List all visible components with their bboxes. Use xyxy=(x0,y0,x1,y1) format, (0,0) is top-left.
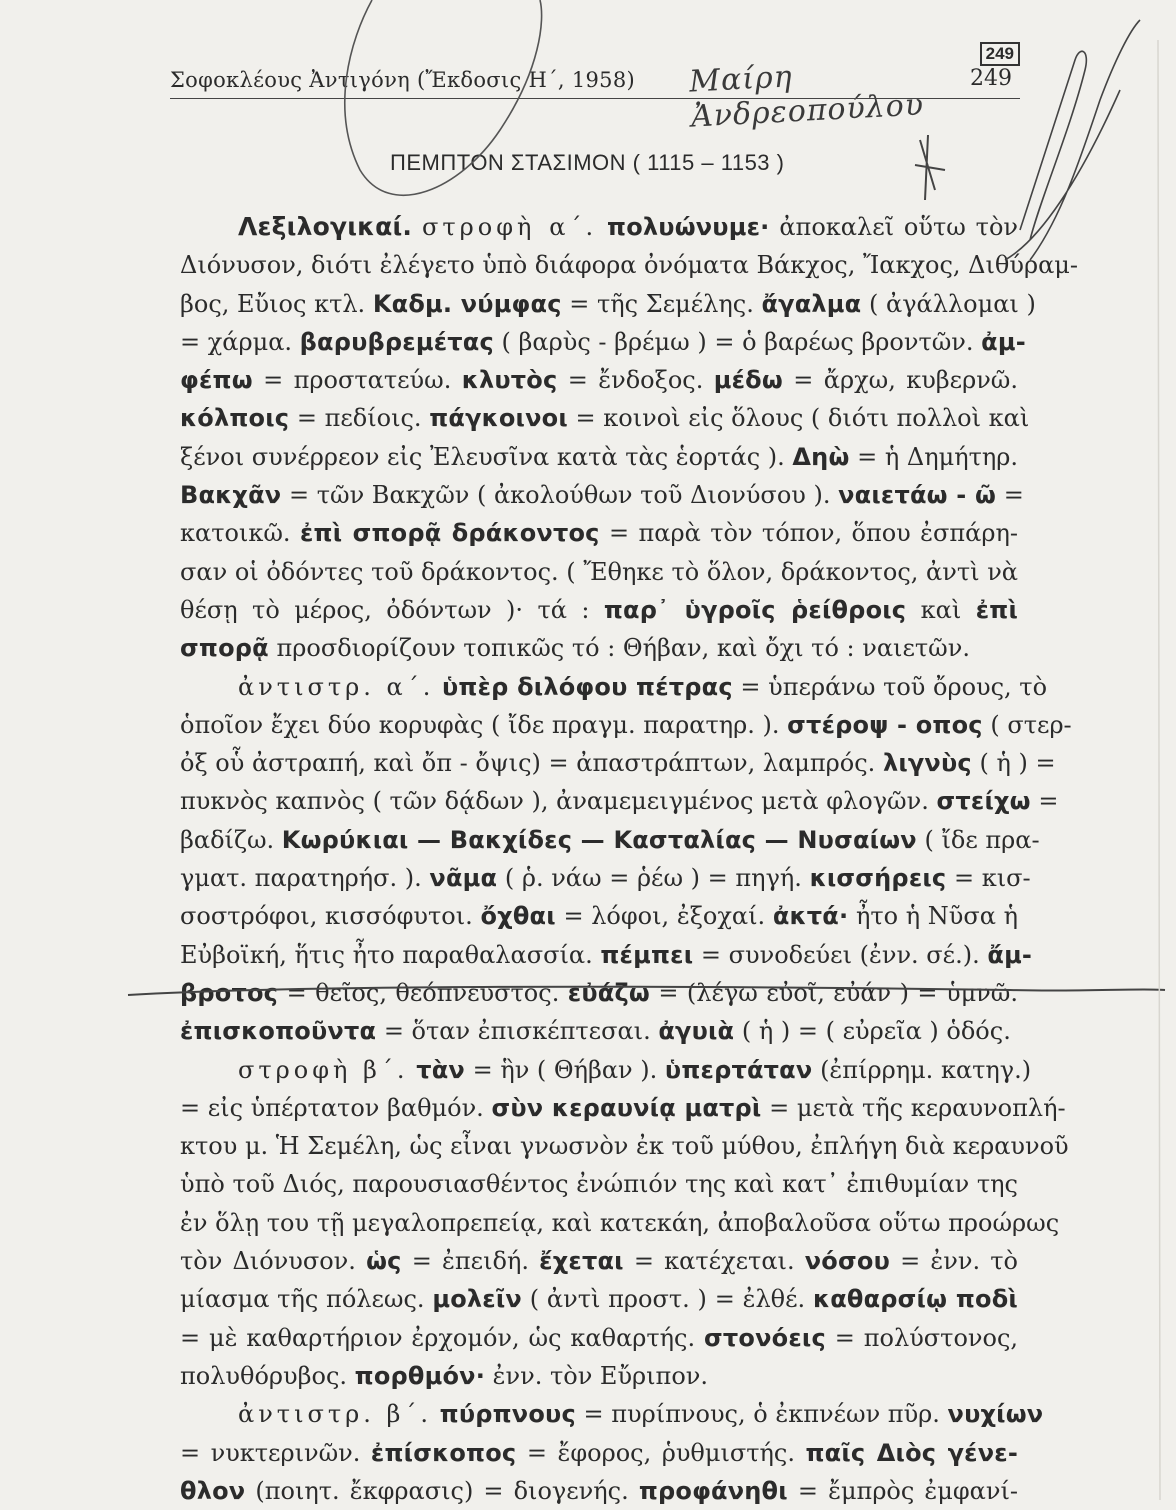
bold-term: ἔχεται xyxy=(539,1247,624,1276)
section-title: ΠΕΜΠΤΟΝ ΣΤΑΣΙΜΟΝ ( 1115 – 1153 ) xyxy=(390,150,785,175)
bold-term: σὺν κεραυνίᾳ ματρὶ xyxy=(491,1093,762,1122)
text-line xyxy=(180,1012,1018,1050)
text-line xyxy=(180,1434,1018,1472)
text-run: = θεῖος, θεόπνευστος. xyxy=(286,978,560,1007)
pen-mark-beside-title xyxy=(915,135,945,200)
text-run: Εὐβοϊκή, ἥτις ἦτο παραθαλασσία. xyxy=(180,940,593,969)
text-line xyxy=(180,361,1018,399)
text-line xyxy=(180,476,1024,514)
text-line xyxy=(180,1357,1018,1395)
bold-term: στείχω xyxy=(936,787,1031,816)
bold-term: Κωρύκιαι — Βακχίδες — Κασταλίας — Νυσαίων xyxy=(281,825,917,854)
text-line xyxy=(180,1051,1032,1089)
bold-term: νᾶμα xyxy=(429,864,498,893)
text-run: = προστατεύω. xyxy=(263,366,452,395)
bold-term: Δηὼ xyxy=(792,442,850,471)
text-line xyxy=(180,1165,1018,1203)
bold-term: ὄχθαι xyxy=(480,902,556,931)
bold-term: Λεξιλογικαί. xyxy=(238,212,413,241)
bold-term: ὡς xyxy=(366,1247,402,1276)
text-line xyxy=(180,591,1018,629)
bold-term: παρ᾽ ὑγροῖς ῥείθροις xyxy=(603,595,907,624)
bold-term: ἀγυιὰ xyxy=(658,1017,735,1046)
text-run: ( ἡ ) = ( εὐρεῖα ) ὁδός. xyxy=(741,1017,1011,1046)
text-run: πολυθόρυβος. xyxy=(180,1361,348,1390)
text-run: = ἐνν. τὸ xyxy=(900,1247,1018,1276)
text-line xyxy=(180,1472,1018,1510)
bold-term: νόσου xyxy=(804,1247,890,1276)
bold-term: βαρυβρεμέτας xyxy=(299,327,494,356)
bold-term: κόλποις xyxy=(180,404,290,433)
bold-term: πορθμόν· xyxy=(354,1361,486,1390)
bold-term: ἄγαλμα xyxy=(761,289,862,318)
text-run: ὁποῖον ἔχει δύο κορυφὰς ( ἴδε πραγμ. παρατηρ. ). xyxy=(180,710,780,739)
bold-term: κισσήρεις xyxy=(809,864,947,893)
bold-term: ἐπὶ σπορᾷ δράκοντος xyxy=(299,519,600,548)
text-line xyxy=(180,974,1018,1012)
text-run: (ποιητ. ἔκφρασις) = διογενής. xyxy=(255,1476,629,1505)
text-line xyxy=(180,1395,1044,1433)
text-run: = μὲ καθαρτήριον ἐρχομόν, ὡς καθαρτής. xyxy=(180,1323,696,1352)
text-run: = ἐπειδή. xyxy=(411,1247,529,1276)
text-run: ἀποκαλεῖ οὕτω τὸν xyxy=(779,213,1018,241)
text-run: = πεδίοις. xyxy=(296,404,422,433)
text-run: = ὑπεράνω τοῦ ὄρους, τὸ xyxy=(740,672,1048,701)
text-line xyxy=(180,668,1048,706)
text-run: ( στερ- xyxy=(990,710,1072,739)
bold-term: ἐπισκοποῦντα xyxy=(180,1017,377,1046)
text-line xyxy=(180,782,1059,820)
text-run: = παρὰ τὸν τόπον, ὅπου ἐσπάρη- xyxy=(609,519,1018,548)
text-run: γματ. παρατηρήσ. ). xyxy=(180,864,422,893)
bold-term: νυχίων xyxy=(947,1400,1044,1429)
bold-term: μέδω xyxy=(713,366,783,395)
bold-term: εὐάζω xyxy=(567,978,650,1007)
text-run: = ἔμπρὸς ἐμφανί- xyxy=(797,1476,1018,1505)
bold-term: πάγκοινοι xyxy=(429,404,568,433)
text-run: ( βαρὺς - βρέμω ) = ὁ βαρέως βροντῶν. xyxy=(501,327,974,356)
text-line xyxy=(180,629,1018,667)
bold-term: κλυτὸς xyxy=(461,366,558,395)
bold-term: καθαρσίῳ ποδὶ xyxy=(812,1285,1018,1314)
text-run: ( ἀντὶ προστ. ) = ἐλθέ. xyxy=(529,1285,806,1314)
text-run: πυκνὸς καπνὸς ( τῶν δᾴδων ), ἀναμεμειγμένος μετὰ φλογῶν. xyxy=(180,787,929,816)
bold-term: ναιετάω - ῶ xyxy=(838,481,997,510)
text-run: ἀντιστρ. α΄. xyxy=(238,672,435,701)
bold-term: ἄμ- xyxy=(987,940,1033,969)
text-run: ( ἀγάλλομαι ) xyxy=(869,289,1036,318)
text-run: = τῆς Σεμέλης. xyxy=(569,289,754,318)
bold-term: σπορᾷ xyxy=(180,634,269,663)
text-run: σοστρόφοι, κισσόφυτοι. xyxy=(180,902,473,931)
text-line xyxy=(180,1127,1069,1165)
bold-term: στέροψ - οπος xyxy=(787,710,983,739)
bold-term: ὑπὲρ διλόφου πέτρας xyxy=(442,672,733,701)
text-run: = ἔνδοξος. xyxy=(567,366,704,395)
text-run: = λόφοι, ἐξοχαί. xyxy=(563,902,766,931)
text-run: Διόνυσον, διότι ἐλέγετο ὑπὸ διάφορα ὀνόματα Βάκχος, Ἴακχος, Διθύραμ- xyxy=(180,251,1078,280)
handwritten-name-annotation: Μαίρη Ἀνδρεοπούλου xyxy=(688,59,925,135)
text-run: (ἐπίρρημ. κατηγ.) xyxy=(820,1055,1032,1084)
body-text xyxy=(180,208,1078,1510)
text-run: ὑπὸ τοῦ Διός, παρουσιασθέντος ἐνώπιόν της καὶ κατ᾽ ἐπιθυμίαν της xyxy=(180,1170,1018,1199)
page-fold-line xyxy=(1158,40,1160,1500)
bold-term: πολυώνυμε· xyxy=(607,213,770,241)
bold-term: ἀκτά· xyxy=(772,902,849,931)
text-run: ( ἡ ) = xyxy=(979,749,1056,778)
bold-term: ὑπερτάταν xyxy=(664,1055,813,1084)
text-line xyxy=(180,1204,1060,1242)
text-run: βαδίζω. xyxy=(180,825,275,854)
text-run: στροφὴ β΄. xyxy=(238,1055,409,1084)
text-run: σαν οἱ ὀδόντες τοῦ δράκοντος. ( Ἔθηκε τὸ ὅλον, δράκοντος, ἀντὶ νὰ xyxy=(180,557,1018,586)
bold-term: παῖς Διὸς γένε- xyxy=(805,1438,1018,1467)
page-number: 249 xyxy=(970,66,1012,91)
bold-term: προφάνηθι xyxy=(638,1476,788,1505)
text-run: = νυκτερινῶν. xyxy=(180,1438,361,1467)
text-run: = πυρίπνους, ὁ ἐκπνέων πῦρ. xyxy=(583,1400,940,1429)
text-line xyxy=(180,1089,1066,1127)
text-line xyxy=(180,744,1056,782)
text-run: τὸν Διόνυσον. xyxy=(180,1247,356,1276)
page-number-stamp: 249 xyxy=(980,42,1020,66)
text-line xyxy=(180,285,1036,323)
text-run: μίασμα τῆς πόλεως. xyxy=(180,1285,425,1314)
text-run: ἀντιστρ. β΄. xyxy=(238,1400,433,1429)
text-run: ἐν ὅλῃ του τῇ μεγαλοπρεπείᾳ, καὶ κατεκάη, ἀποβαλοῦσα οὕτω προώρως xyxy=(180,1208,1060,1237)
text-run: προσδιορίζουν τοπικῶς τό : Θήβαν, καὶ ὄχι τό : ναιετῶν. xyxy=(276,634,970,663)
bold-term: λιγνὺς xyxy=(882,749,972,778)
text-run: ἦτο ἡ Νῦσα ἡ xyxy=(855,902,1018,931)
text-run: = xyxy=(1038,787,1059,816)
text-run: ( ἴδε πρα- xyxy=(924,825,1040,854)
bold-term: μολεῖν xyxy=(432,1285,522,1314)
text-run: ἐνν. τὸν Εὔριπον. xyxy=(492,1361,708,1390)
bold-term: πέμπει xyxy=(600,940,694,969)
text-run: = συνοδεύει (ἐνν. σέ.). xyxy=(700,940,980,969)
pen-signature-scribble xyxy=(1005,20,1140,260)
text-run: = χάρμα. xyxy=(180,327,293,356)
bold-term: ἐπὶ xyxy=(975,595,1018,624)
text-run: = πολύστονος, xyxy=(834,1323,1019,1352)
bold-term: τὰν xyxy=(416,1055,465,1084)
text-run: = ὅταν ἐπισκέπτεσαι. xyxy=(383,1017,651,1046)
text-line xyxy=(180,1242,1018,1280)
text-run: κτου μ. Ἡ Σεμέλη, ὡς εἶναι γνωσνὸν ἐκ τοῦ μύθου, ἐπλήγη διὰ κεραυνοῦ xyxy=(180,1132,1069,1161)
bold-term: φέπω xyxy=(180,366,253,395)
text-line xyxy=(180,897,1018,935)
text-line xyxy=(180,936,1033,974)
bold-term: Βακχᾶν xyxy=(180,481,282,510)
text-line xyxy=(180,208,1018,246)
text-run: = ἔφορος, ῥυθμιστής. xyxy=(526,1438,795,1467)
text-line xyxy=(180,859,1031,897)
text-run: = ἄρχω, κυβερνῶ. xyxy=(793,366,1018,395)
text-line xyxy=(180,438,1018,476)
bold-term: πύρπνους xyxy=(439,1400,576,1429)
text-line xyxy=(180,1319,1018,1357)
bold-term: θλον xyxy=(180,1476,246,1505)
text-run: = κοινοὶ εἰς ὅλους ( διότι πολλοὶ καὶ xyxy=(575,404,1030,433)
text-line xyxy=(180,246,1078,284)
text-run: = μετὰ τῆς κεραυνοπλή- xyxy=(769,1093,1066,1122)
text-line xyxy=(180,514,1018,552)
bold-term: ἀμ- xyxy=(981,327,1026,356)
text-run: βος, Εὔιος κτλ. xyxy=(180,289,366,318)
header-rule xyxy=(170,98,1020,99)
text-run: = τῶν Βακχῶν ( ἀκολούθων τοῦ Διονύσου ). xyxy=(289,481,831,510)
text-run: = κισ- xyxy=(954,864,1031,893)
text-line xyxy=(180,821,1040,859)
text-run: = (λέγω εὐοῖ, εὐάν ) = ὑμνῶ. xyxy=(658,978,1018,1007)
text-run: = ἡ Δημήτηρ. xyxy=(857,442,1019,471)
text-run: = κατέχεται. xyxy=(633,1247,795,1276)
bold-term: βροτος xyxy=(180,978,279,1007)
text-run: ξένοι συνέρρεον εἰς Ἐλευσῖνα κατὰ τὰς ἑορτάς ). xyxy=(180,442,785,471)
running-head: Σοφοκλέους Ἀντιγόνη (Ἔκδοσις Η΄, 1958) xyxy=(170,68,635,92)
page-header xyxy=(170,44,1020,135)
bold-term: Καδμ. νύμφας xyxy=(372,289,562,318)
text-run: στροφὴ α΄. xyxy=(422,213,598,241)
text-line xyxy=(180,1280,1018,1318)
text-run: θέσῃ τὸ μέρος, ὀδόντων )· τά : xyxy=(180,595,590,624)
bold-term: στονόεις xyxy=(704,1323,826,1352)
text-run: καὶ xyxy=(920,595,962,624)
text-run: ( ῥ. νάω = ῥέω ) = πηγή. xyxy=(504,864,802,893)
text-run: = ἣν ( Θήβαν ). xyxy=(472,1055,658,1084)
text-line xyxy=(180,706,1072,744)
text-line xyxy=(180,553,1018,591)
bold-term: ἐπίσκοπος xyxy=(370,1438,517,1467)
text-line xyxy=(180,323,1026,361)
text-run: = xyxy=(1003,481,1024,510)
text-run: ὀξ οὗ ἀστραπή, καὶ ὄπ - ὄψις) = ἀπαστράπτων, λαμπρός. xyxy=(180,749,876,778)
text-run: = εἰς ὑπέρτατον βαθμόν. xyxy=(180,1093,484,1122)
text-line xyxy=(180,399,1030,437)
text-run: κατοικῶ. xyxy=(180,519,291,548)
